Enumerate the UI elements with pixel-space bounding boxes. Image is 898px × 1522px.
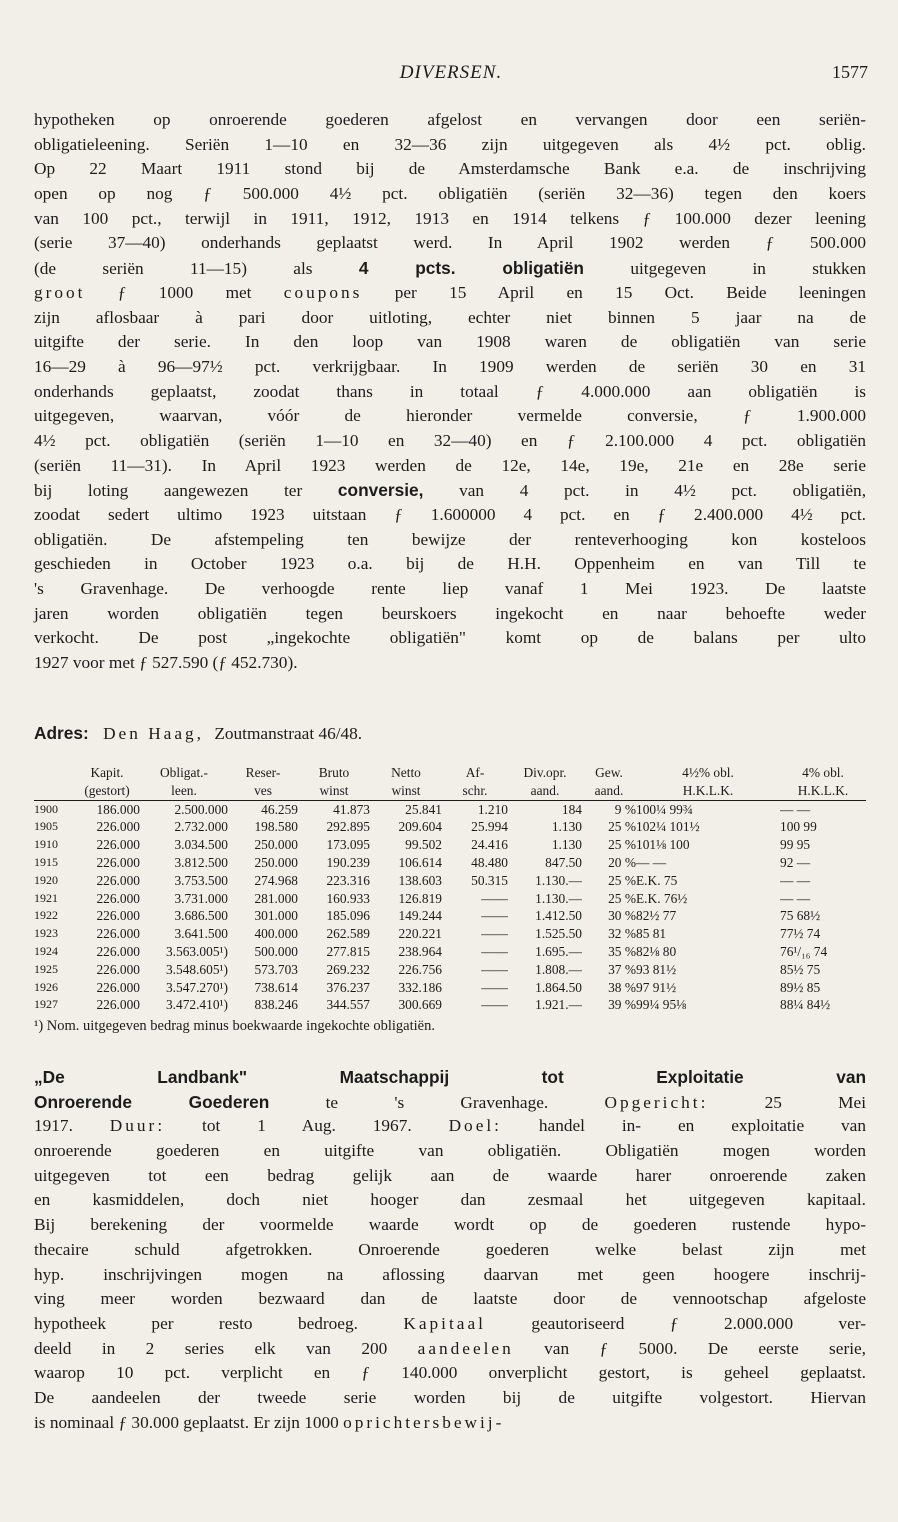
column-header: Obligat.- bbox=[160, 765, 208, 780]
column-header: Div.opr. bbox=[523, 765, 567, 780]
text-run: handel in- en exploitatie van bbox=[501, 1116, 866, 1136]
table-cell: 89½ 85 bbox=[780, 979, 821, 995]
table-cell: 25 % bbox=[608, 890, 636, 906]
table-cell: —— bbox=[481, 997, 508, 1013]
table-cell: 99¼ 95⅛ bbox=[636, 997, 687, 1013]
text-run: te 's Gravenhage. bbox=[269, 1092, 605, 1112]
column-header: leen. bbox=[140, 782, 228, 800]
table-row bbox=[34, 979, 866, 997]
table-row bbox=[34, 854, 866, 872]
text-run: uitgifte der serie. In den loop van 1908 waren de obligatiën van serie bbox=[34, 332, 866, 352]
table-cell: — — bbox=[780, 890, 811, 906]
column-header: Bruto bbox=[318, 765, 350, 780]
table-cell: 847.50 bbox=[545, 854, 582, 870]
table-cell: 226.000 bbox=[96, 872, 140, 888]
text-run: „De Landbank" Maatschappij tot Exploitatie van bbox=[34, 1067, 866, 1087]
table-cell: 149.244 bbox=[398, 908, 442, 924]
table-cell: 2.732.000 bbox=[174, 819, 228, 835]
text-run: (de seriën 11—15) als bbox=[34, 259, 359, 279]
text-run: hypotheek per resto bedroeg. bbox=[34, 1313, 404, 1333]
table-cell: 190.239 bbox=[326, 854, 370, 870]
table-cell: — — bbox=[636, 854, 667, 870]
text-run: (serie 37—40) onderhands geplaatst werd. In April 1902 werden ƒ 500.000 bbox=[34, 233, 866, 253]
text-run: 4 pcts. obligatiën bbox=[358, 258, 584, 279]
column-header bbox=[34, 764, 74, 782]
text-run: 25 Mei bbox=[708, 1092, 867, 1112]
table-cell: 220.221 bbox=[398, 926, 442, 942]
table-cell: 300.669 bbox=[398, 997, 442, 1013]
row-year: 1920 bbox=[34, 872, 58, 887]
table-cell: 226.756 bbox=[398, 961, 442, 977]
table-cell: 226.000 bbox=[96, 997, 140, 1013]
text-run: aandeelen bbox=[417, 1338, 514, 1358]
text-line bbox=[34, 503, 866, 528]
table-cell: 838.246 bbox=[254, 997, 298, 1013]
table-cell: 30 % bbox=[608, 908, 636, 924]
text-line bbox=[34, 429, 866, 454]
text-run: van ƒ 5000. De eerste serie, bbox=[513, 1338, 866, 1358]
table-cell: 332.186 bbox=[398, 979, 442, 995]
table-cell: 281.000 bbox=[254, 890, 298, 906]
table-cell: 3.812.500 bbox=[174, 854, 228, 870]
text-run: 1917. bbox=[34, 1116, 110, 1136]
table-cell: 101⅛ 100 bbox=[636, 837, 690, 853]
text-run: hyp. inschrijvingen mogen na aflossing daarvan met geen hoogere inschrij- bbox=[34, 1264, 866, 1284]
table-cell: 85½ 75 bbox=[780, 961, 821, 977]
table-cell: 77½ 74 bbox=[780, 926, 821, 942]
table-cell: 48.480 bbox=[471, 854, 508, 870]
text-run: 1927 voor met ƒ 527.590 (ƒ 452.730). bbox=[34, 653, 298, 673]
text-line bbox=[34, 1090, 866, 1115]
table-row bbox=[34, 961, 866, 979]
table-cell: 1.130.— bbox=[535, 890, 582, 906]
text-run: is nominaal ƒ 30.000 geplaatst. Er zijn 1000 bbox=[34, 1412, 344, 1432]
table-cell: 262.589 bbox=[326, 926, 370, 942]
column-header: Reser- bbox=[245, 765, 281, 780]
table-cell: 50.315 bbox=[471, 872, 508, 888]
table-cell: 25 % bbox=[608, 872, 636, 888]
table-cell: 85 81 bbox=[636, 926, 667, 942]
table-row bbox=[34, 818, 866, 836]
text-run: uitgegeven, waarvan, vóór de hieronder vermelde conversie, ƒ 1.900.000 bbox=[34, 406, 866, 426]
column-header: schr. bbox=[442, 782, 508, 800]
text-run: waarop 10 pct. verplicht en ƒ 140.000 onverplicht gestort, is geheel geplaatst. bbox=[34, 1363, 866, 1383]
row-year: 1900 bbox=[34, 801, 58, 816]
table-header-row bbox=[34, 764, 866, 782]
table-cell: 38 % bbox=[608, 979, 636, 995]
table-cell: 3.753.500 bbox=[174, 872, 228, 888]
table-cell: 1.808.— bbox=[535, 961, 582, 977]
text-run: 16—29 à 96—97½ pct. verkrijgbaar. In 1909 werden de seriën 30 en 31 bbox=[34, 356, 866, 376]
table-cell: —— bbox=[481, 890, 508, 906]
page-header bbox=[34, 62, 868, 88]
table-cell: 250.000 bbox=[254, 854, 298, 870]
column-header: H.K.L.K. bbox=[780, 782, 866, 800]
text-run: van 4 pct. in 4½ pct. obligatiën, bbox=[423, 481, 867, 501]
table-cell: 88¼ 84½ bbox=[780, 997, 831, 1013]
text-line bbox=[34, 157, 866, 182]
table-cell: E.K. 75 bbox=[636, 872, 678, 888]
text-run: van 100 pct., terwijl in 1911, 1912, 1913 en 1914 telkens ƒ 100.000 dezer leening bbox=[34, 208, 866, 228]
table-cell: 184 bbox=[561, 801, 582, 817]
text-line bbox=[34, 1263, 866, 1288]
table-cell: 99 95 bbox=[780, 837, 811, 853]
table-cell: 226.000 bbox=[96, 890, 140, 906]
column-header: winst bbox=[298, 782, 370, 800]
text-run: coupons bbox=[283, 282, 363, 302]
table-row bbox=[34, 925, 866, 943]
table-cell: 100¼ 99¾ bbox=[636, 801, 693, 817]
column-header: aand. bbox=[582, 782, 636, 800]
column-header: 4½% obl. bbox=[682, 765, 734, 780]
table-cell: 1.525.50 bbox=[535, 926, 582, 942]
text-line bbox=[34, 380, 866, 405]
text-run: thecaire schuld afgetrokken. Onroerende goederen welke belast zijn met bbox=[34, 1239, 866, 1259]
table-cell: 9 % bbox=[614, 801, 636, 817]
text-run: ving meer worden bezwaard dan de laatste door de vennootschap afgeloste bbox=[34, 1289, 866, 1309]
table-cell: — — bbox=[780, 801, 811, 817]
text-run: uitgegeven in stukken bbox=[584, 259, 867, 279]
text-line bbox=[34, 404, 866, 429]
table-cell: 92 — bbox=[780, 854, 811, 870]
text-run: Op 22 Maart 1911 stond bij de Amsterdamsche Bank e.a. de inschrijving bbox=[34, 159, 866, 179]
text-line bbox=[34, 231, 866, 256]
table-row bbox=[34, 872, 866, 890]
table-cell: 1.210 bbox=[477, 801, 508, 817]
table-row bbox=[34, 907, 866, 925]
text-run: conversie, bbox=[337, 480, 424, 501]
row-year: 1923 bbox=[34, 926, 58, 941]
table-cell: 25.994 bbox=[471, 819, 508, 835]
running-title: DIVERSEN. bbox=[399, 62, 503, 83]
table-cell: 226.000 bbox=[96, 819, 140, 835]
text-line bbox=[34, 330, 866, 355]
table-cell: 35 % bbox=[608, 943, 636, 959]
table-cell: 198.580 bbox=[254, 819, 298, 835]
table-cell: 1.130.— bbox=[535, 872, 582, 888]
text-run: Bij berekening der voormelde waarde wordt op de goederen rustende hypo- bbox=[34, 1215, 866, 1235]
table-cell: 209.604 bbox=[398, 819, 442, 835]
text-line bbox=[34, 281, 866, 306]
text-line bbox=[34, 1238, 866, 1263]
text-line bbox=[34, 207, 866, 232]
text-run: per 15 April en 15 Oct. Beide leeningen bbox=[362, 282, 866, 302]
table-cell: 274.968 bbox=[254, 872, 298, 888]
text-line bbox=[34, 306, 866, 331]
table-cell: 344.557 bbox=[326, 997, 370, 1013]
text-run: (seriën 11—31). In April 1923 werden de 12e, 14e, 19e, 21e en 28e serie bbox=[34, 455, 866, 475]
address-street: Zoutmanstraat 46/48. bbox=[214, 724, 363, 743]
text-line bbox=[34, 1065, 866, 1090]
text-line bbox=[34, 1164, 866, 1189]
table-cell: 3.472.410¹) bbox=[165, 997, 228, 1013]
table-body bbox=[34, 800, 866, 1014]
table-cell: 39 % bbox=[608, 997, 636, 1013]
table-cell: 3.686.500 bbox=[174, 908, 228, 924]
text-run: verkocht. De post „ingekochte obligatiën" komt op de balans per ulto bbox=[34, 628, 866, 648]
table-cell: 3.548.605¹) bbox=[165, 961, 228, 977]
table-footnote: ¹) Nom. uitgegeven bedrag minus boekwaarde ingekochte obligatiën. bbox=[34, 1018, 435, 1035]
table-cell: 226.000 bbox=[96, 979, 140, 995]
row-year: 1922 bbox=[34, 908, 58, 923]
text-run: uitgegeven tot een bedrag gelijk aan de waarde harer onroerende zaken bbox=[34, 1165, 866, 1185]
table-cell: 226.000 bbox=[96, 854, 140, 870]
text-line bbox=[34, 1337, 866, 1362]
table-cell: 25.841 bbox=[405, 801, 442, 817]
text-run: geautoriseerd ƒ 2.000.000 ver- bbox=[485, 1313, 866, 1333]
column-header: Kapit. bbox=[90, 765, 124, 780]
table-cell: 185.096 bbox=[326, 908, 370, 924]
text-line bbox=[34, 651, 866, 676]
table-cell: 138.603 bbox=[398, 872, 442, 888]
table-cell: 32 % bbox=[608, 926, 636, 942]
paragraph-obligaties bbox=[34, 108, 866, 676]
text-run: 4½ pct. obligatiën (seriën 1—10 en 32—40) en ƒ 2.100.000 4 pct. obligatiën bbox=[34, 430, 866, 450]
text-run: geschieden in October 1923 o.a. bij de H.H. Oppenheim en van Till te bbox=[34, 554, 866, 574]
page-number: 1577 bbox=[832, 62, 868, 82]
table-cell: E.K. 76½ bbox=[636, 890, 688, 906]
table-cell: 226.000 bbox=[96, 908, 140, 924]
text-run: De aandeelen der tweede serie worden bij de uitgifte volgestort. Hiervan bbox=[34, 1387, 866, 1407]
table-cell: 173.095 bbox=[326, 837, 370, 853]
table-row bbox=[34, 800, 866, 818]
text-line bbox=[34, 1411, 866, 1436]
table-cell: 238.964 bbox=[398, 943, 442, 959]
table-cell: 738.614 bbox=[254, 979, 298, 995]
table-cell: 37 % bbox=[608, 961, 636, 977]
text-run: Opgericht: bbox=[604, 1092, 709, 1112]
text-line bbox=[34, 478, 866, 503]
table-cell: 126.819 bbox=[398, 890, 442, 906]
table-cell: 46.259 bbox=[261, 801, 298, 817]
table-cell: 82⅛ 80 bbox=[636, 943, 677, 959]
text-run: hypotheken op onroerende goederen afgelost en vervangen door een seriën- bbox=[34, 110, 866, 129]
table-cell: 75 68½ bbox=[780, 908, 821, 924]
table-cell: 1.130 bbox=[551, 819, 582, 835]
text-run: obligatiën. De afstempeling ten bewijze der renteverhooging kon kosteloos bbox=[34, 529, 866, 549]
table-cell: 1.921.— bbox=[535, 997, 582, 1013]
table-cell: 100 99 bbox=[780, 819, 817, 835]
text-line bbox=[34, 133, 866, 158]
table-cell: 3.547.270¹) bbox=[165, 979, 228, 995]
table-cell: 3.641.500 bbox=[174, 926, 228, 942]
row-year: 1905 bbox=[34, 819, 58, 834]
text-line bbox=[34, 577, 866, 602]
row-year: 1925 bbox=[34, 961, 58, 976]
text-line bbox=[34, 1213, 866, 1238]
table-header-row bbox=[34, 782, 866, 800]
text-line bbox=[34, 1386, 866, 1411]
table-cell: 25 % bbox=[608, 837, 636, 853]
column-header bbox=[34, 782, 74, 800]
address-line bbox=[34, 721, 866, 746]
table-cell: 160.933 bbox=[326, 890, 370, 906]
table-cell: 250.000 bbox=[254, 837, 298, 853]
row-year: 1921 bbox=[34, 890, 58, 905]
address-city: Den Haag, bbox=[103, 724, 204, 743]
column-header: winst bbox=[370, 782, 442, 800]
table-cell: 20 % bbox=[608, 854, 636, 870]
table-cell: 93 81½ bbox=[636, 961, 677, 977]
text-line bbox=[34, 454, 866, 479]
text-run: onroerende goederen en uitgifte van obligatiën. Obligatiën mogen worden bbox=[34, 1141, 866, 1161]
table-cell: 3.034.500 bbox=[174, 837, 228, 853]
paragraph-landbank bbox=[34, 1065, 866, 1435]
text-run: zoodat sedert ultimo 1923 uitstaan ƒ 1.600000 4 pct. en ƒ 2.400.000 4½ pct. bbox=[34, 505, 866, 524]
financial-table bbox=[34, 764, 866, 1014]
table-cell: 186.000 bbox=[96, 801, 140, 817]
table-cell: 500.000 bbox=[254, 943, 298, 959]
row-year: 1924 bbox=[34, 943, 58, 958]
text-line bbox=[34, 602, 866, 627]
text-line bbox=[34, 1114, 866, 1139]
table-cell: 226.000 bbox=[96, 961, 140, 977]
text-run: onderhands geplaatst, zoodat thans in totaal ƒ 4.000.000 aan obligatiën is bbox=[34, 381, 866, 401]
text-line bbox=[34, 355, 866, 380]
table-cell: 3.563.005¹) bbox=[165, 943, 228, 959]
table-cell: —— bbox=[481, 908, 508, 924]
table-cell: 76¹/₁₆ 74 bbox=[780, 943, 828, 959]
column-header: H.K.L.K. bbox=[636, 782, 780, 800]
text-line bbox=[34, 256, 866, 281]
table-row bbox=[34, 890, 866, 908]
text-run: Onroerende Goederen bbox=[34, 1091, 270, 1112]
table-cell: 1.864.50 bbox=[535, 979, 582, 995]
column-header: Gew. bbox=[595, 765, 623, 780]
table-cell: 25 % bbox=[608, 819, 636, 835]
table-cell: 226.000 bbox=[96, 943, 140, 959]
table-cell: 573.703 bbox=[254, 961, 298, 977]
column-header: Netto bbox=[391, 765, 421, 780]
table-cell: 3.731.000 bbox=[174, 890, 228, 906]
table-cell: —— bbox=[481, 979, 508, 995]
table-cell: 400.000 bbox=[254, 926, 298, 942]
row-year: 1910 bbox=[34, 837, 58, 852]
text-run: obligatieleening. Seriën 1—10 en 32—36 zijn uitgegeven als 4½ pct. oblig. bbox=[34, 134, 866, 154]
table-cell: 277.815 bbox=[326, 943, 370, 959]
table-cell: 102¼ 101½ bbox=[636, 819, 700, 835]
table-cell: 269.232 bbox=[326, 961, 370, 977]
address-label: Adres: bbox=[34, 723, 89, 743]
table-cell: 1.130 bbox=[551, 837, 582, 853]
table-cell: 41.873 bbox=[333, 801, 370, 817]
table-cell: 2.500.000 bbox=[174, 801, 228, 817]
text-run: oprichtersbewij- bbox=[343, 1412, 505, 1432]
text-run: groot bbox=[34, 282, 86, 302]
column-header: aand. bbox=[508, 782, 582, 800]
table-row bbox=[34, 943, 866, 961]
table-cell: — — bbox=[780, 872, 811, 888]
row-year: 1915 bbox=[34, 854, 58, 869]
table-cell: 292.895 bbox=[326, 819, 370, 835]
text-line bbox=[34, 108, 866, 133]
text-line bbox=[34, 1312, 866, 1337]
text-run: Doel: bbox=[448, 1116, 502, 1136]
table-cell: 226.000 bbox=[96, 837, 140, 853]
text-run: 's Gravenhage. De verhoogde rente liep vanaf 1 Mei 1923. De laatste bbox=[34, 579, 866, 599]
text-line bbox=[34, 1139, 866, 1164]
table-cell: —— bbox=[481, 926, 508, 942]
text-line bbox=[34, 552, 866, 577]
table-cell: —— bbox=[481, 943, 508, 959]
table-cell: 301.000 bbox=[254, 908, 298, 924]
table-cell: 1.412.50 bbox=[535, 908, 582, 924]
table-cell: 376.237 bbox=[326, 979, 370, 995]
table-cell: 226.000 bbox=[96, 926, 140, 942]
column-header: ves bbox=[228, 782, 298, 800]
text-run: en kasmiddelen, doch niet hooger dan zesmaal het uitgegeven kapitaal. bbox=[34, 1190, 866, 1210]
table-cell: 24.416 bbox=[471, 837, 508, 853]
column-header: (gestort) bbox=[74, 782, 140, 800]
table-cell: 99.502 bbox=[405, 837, 442, 853]
text-line bbox=[34, 182, 866, 207]
table-row bbox=[34, 996, 866, 1014]
table-cell: 82½ 77 bbox=[636, 908, 677, 924]
text-line bbox=[34, 1188, 866, 1213]
text-run: Duur: bbox=[109, 1116, 166, 1136]
table-row bbox=[34, 836, 866, 854]
text-line bbox=[34, 1287, 866, 1312]
text-run: deeld in 2 series elk van 200 bbox=[34, 1338, 418, 1358]
column-header: 4% obl. bbox=[802, 765, 844, 780]
text-run: Kapitaal bbox=[403, 1313, 486, 1333]
text-run: jaren worden obligatiën tegen beurskoers ingekocht en naar behoefte weder bbox=[34, 603, 866, 623]
financial-table-block bbox=[34, 764, 866, 1036]
text-line bbox=[34, 626, 866, 651]
table-cell: 223.316 bbox=[326, 872, 370, 888]
text-run: tot 1 Aug. 1967. bbox=[165, 1116, 449, 1136]
text-line bbox=[34, 1361, 866, 1386]
row-year: 1926 bbox=[34, 979, 58, 994]
table-cell: 1.695.— bbox=[535, 943, 582, 959]
text-run: bij loting aangewezen ter bbox=[34, 481, 338, 501]
text-line bbox=[34, 528, 866, 553]
text-run: ƒ 1000 met bbox=[85, 282, 284, 302]
column-header: Af- bbox=[465, 765, 485, 780]
table-cell: —— bbox=[481, 961, 508, 977]
table-cell: 97 91½ bbox=[636, 979, 677, 995]
row-year: 1927 bbox=[34, 997, 58, 1012]
table-cell: 106.614 bbox=[398, 854, 442, 870]
text-run: open op nog ƒ 500.000 4½ pct. obligatiën (seriën 32—36) tegen den koers bbox=[34, 184, 866, 204]
text-run: zijn aflosbaar à pari door uitloting, echter niet binnen 5 jaar na de bbox=[34, 307, 866, 327]
